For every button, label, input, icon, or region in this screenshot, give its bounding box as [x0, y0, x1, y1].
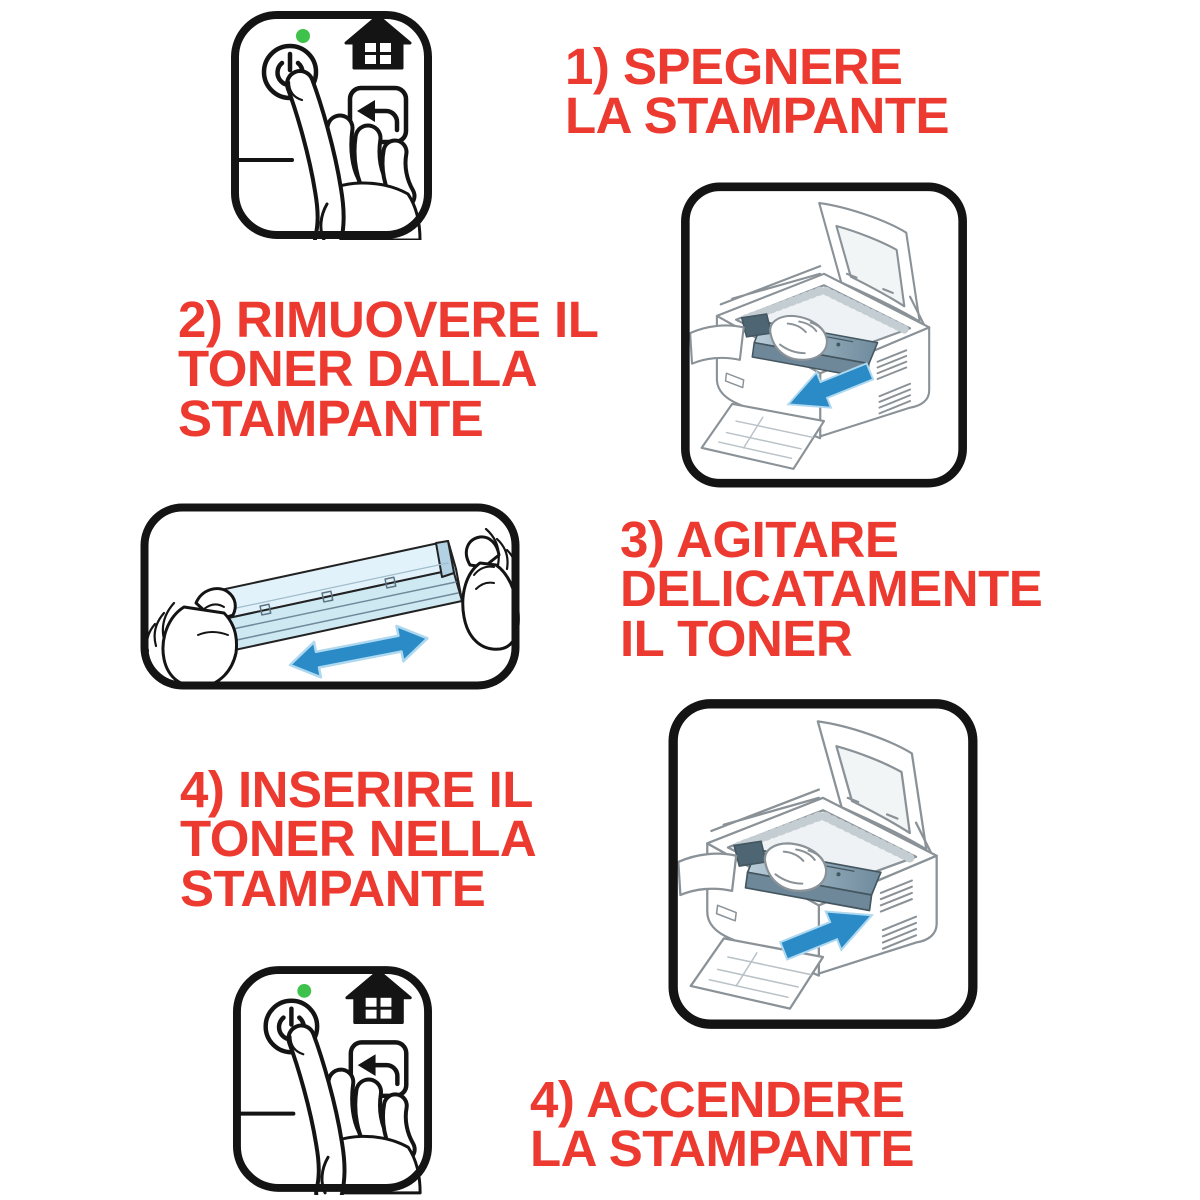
step-4-line-2: TONER NELLA — [180, 810, 537, 868]
step-2-label — [178, 291, 599, 447]
printer-remove-svg — [678, 182, 970, 488]
step-5-line-1: 4) ACCENDERE — [530, 1071, 905, 1128]
illustration-insert-toner — [668, 698, 978, 1030]
step-3-label — [620, 511, 1043, 667]
step-3-line-3: IL TONER — [620, 609, 853, 667]
toner-shake-svg — [140, 503, 520, 690]
power-panel-svg-1 — [230, 10, 433, 240]
step-4-line-3: STAMPANTE — [180, 859, 486, 917]
step-3-line-1: 3) AGITARE — [620, 511, 899, 568]
step-2-line-3: STAMPANTE — [178, 389, 484, 447]
illustration-remove-toner — [678, 182, 970, 488]
step-4-label — [180, 761, 537, 917]
power-panel-svg-2 — [232, 963, 433, 1195]
illustration-power-button-press-2 — [232, 963, 433, 1195]
step-4-line-1: 4) INSERIRE IL — [180, 761, 533, 818]
toner-cartridge — [206, 541, 462, 651]
step-1-line-1: 1) SPEGNERE — [565, 38, 903, 95]
printer-insert-svg — [668, 698, 978, 1030]
step-5-line-2: LA STAMPANTE — [530, 1120, 915, 1178]
step-3-line-2: DELICATAMENTE — [620, 560, 1043, 618]
step-5-label — [530, 1071, 915, 1178]
step-2-line-2: TONER DALLA — [178, 340, 538, 398]
step-1-line-2: LA STAMPANTE — [565, 87, 950, 145]
step-1-label — [565, 38, 950, 145]
illustration-shake-toner — [140, 503, 520, 690]
illustration-power-button-press-1 — [230, 10, 433, 240]
step-2-line-1: 2) RIMUOVERE IL — [178, 291, 599, 348]
